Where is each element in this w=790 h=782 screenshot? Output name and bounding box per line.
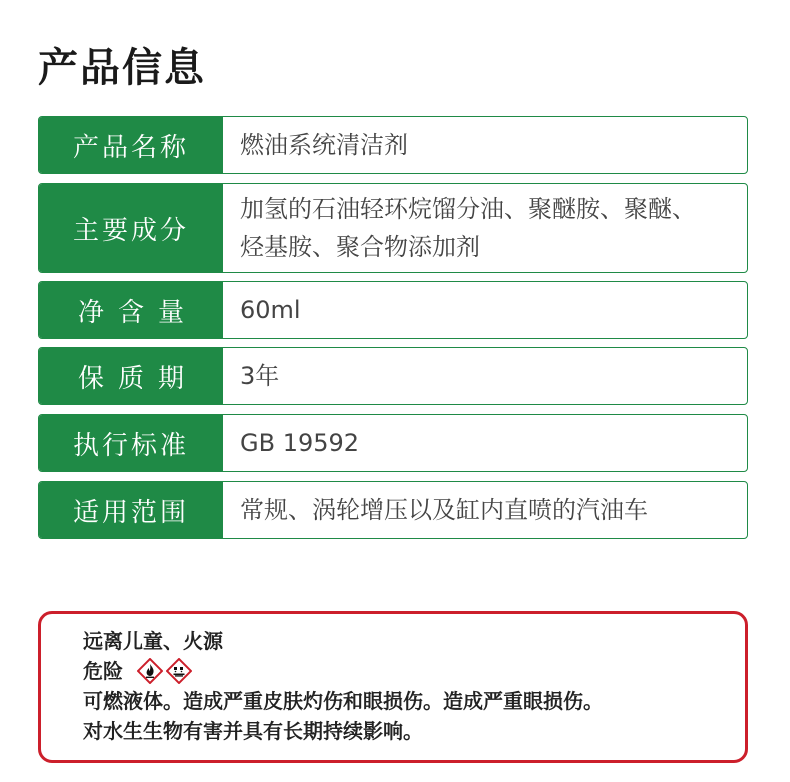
info-value: 燃油系统清洁剂	[240, 131, 408, 159]
info-row-standard	[38, 414, 748, 472]
danger-label: 危险	[83, 659, 123, 683]
info-label: 净含量	[39, 282, 223, 338]
warning-environment-statement: 对水生生物有害并具有长期持续影响。	[83, 719, 423, 743]
page-title: 产品信息	[38, 45, 206, 91]
info-row-ingredients	[38, 183, 748, 273]
info-value: 3年	[240, 362, 280, 390]
info-row-application	[38, 481, 748, 539]
warning-hazard-statement: 可燃液体。造成严重皮肤灼伤和眼损伤。造成严重眼损伤。	[83, 689, 603, 713]
info-label: 保质期	[39, 348, 223, 404]
info-label: 产品名称	[39, 117, 223, 173]
info-label: 执行标准	[39, 415, 223, 471]
info-label: 主要成分	[39, 184, 223, 272]
info-row-shelf-life	[38, 347, 748, 405]
ghs-corrosion-icon	[166, 658, 192, 684]
ghs-pictograms	[137, 658, 192, 684]
info-value: 60ml	[240, 296, 301, 324]
info-label: 适用范围	[39, 482, 223, 538]
info-value: 加氢的石油轻环烷馏分油、聚醚胺、聚醚、 烃基胺、聚合物添加剂	[240, 195, 696, 261]
danger-row	[83, 656, 745, 686]
ghs-flame-icon	[137, 658, 163, 684]
info-value: 常规、涡轮增压以及缸内直喷的汽油车	[240, 496, 648, 524]
info-value: GB 19592	[240, 429, 360, 457]
warning-keep-away: 远离儿童、火源	[83, 629, 223, 653]
info-row-net-content	[38, 281, 748, 339]
info-row-product-name	[38, 116, 748, 174]
warning-box	[38, 611, 748, 763]
